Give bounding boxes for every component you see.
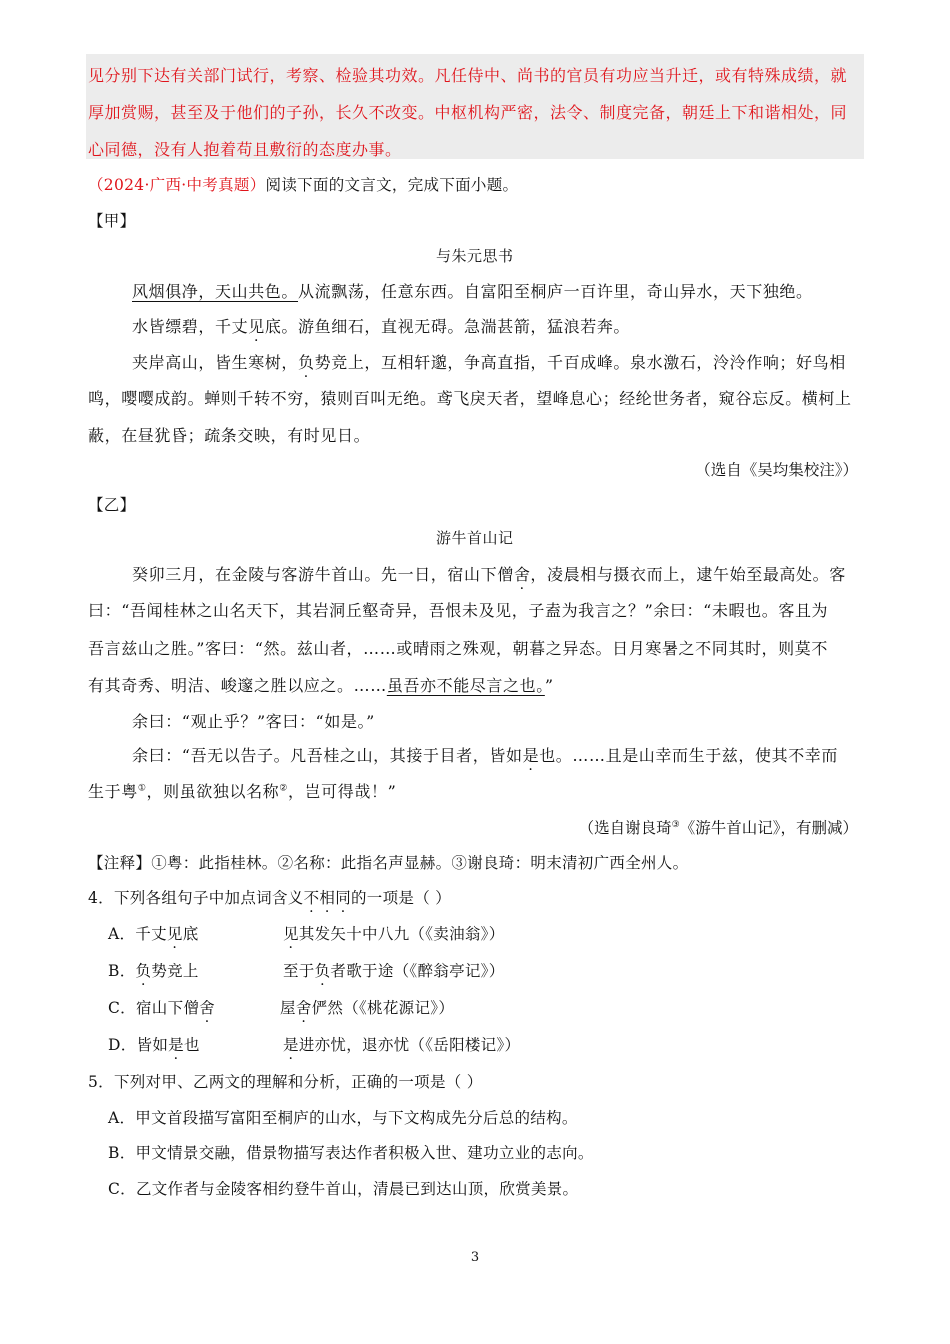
option-letter: C． (108, 999, 136, 1017)
text-run: 其发矢十中八九（《卖油翁》） (298, 925, 505, 943)
question-5-stem: 5．下列对甲、乙两文的理解和分析，正确的一项是（ ） (88, 1073, 483, 1091)
text-run: 屋 (280, 999, 296, 1017)
dotted-word: 是 (522, 746, 540, 765)
text-run: ，岂可得哉！” (287, 782, 397, 801)
q4-option-c (108, 996, 215, 1018)
page-number: 3 (470, 1250, 480, 1265)
q4-option-d (108, 1033, 200, 1055)
passage-title-yi: 游牛首山记 (436, 529, 514, 547)
dotted-word: 舍 (199, 999, 215, 1017)
text-run: 宿山下僧 (135, 999, 200, 1017)
translation-line: 心同德，没有人抱着苟且敷衍的态度办事。 (88, 140, 402, 159)
yi-line-1 (132, 562, 846, 585)
q4-option-a (108, 922, 199, 944)
text-run: 也。……且是山幸而生于兹，使其不幸而 (539, 746, 839, 765)
text-run: 也 (183, 1036, 200, 1054)
text-run: ” (544, 676, 554, 695)
q4-option-b-compare (283, 959, 505, 981)
footnote-marker: ① (137, 783, 147, 794)
translation-line: 厚加赏赐，甚至及于他们的子孙，长久不改变。中枢机构严密，法令、制度完备，朝廷上下和谐相处，同 (88, 103, 848, 122)
text-run: （选自谢良琦 (578, 819, 672, 837)
passage-label-jia: 【甲】 (88, 212, 136, 230)
dotted-word: 是 (168, 1036, 184, 1054)
dotted-word: 见 (283, 925, 299, 943)
text-run: 夹岸高山，皆生寒树， (132, 353, 299, 372)
question-intro (88, 173, 518, 195)
text-run: 水皆缥碧，千丈 (132, 317, 249, 336)
footnote-marker: ② (279, 783, 288, 794)
yi-line-3: 吾言兹山之胜。”客曰：“然。兹山者，……或晴雨之殊观，朝暮之异态。日月寒暑之不同其时，则莫不 (88, 639, 828, 658)
jia-source: （选自《吴均集校注》） (695, 461, 858, 479)
text-run: ，则虽欲独以名称 (146, 782, 280, 801)
jia-paragraph-3-line-1 (132, 350, 846, 373)
dotted-word: 见 (248, 317, 265, 336)
text-run: 有其奇秀、明洁、峻邃之胜以应之。…… (88, 676, 387, 695)
yi-line-4 (88, 673, 554, 696)
dotted-word: 同 (335, 889, 351, 907)
exam-source-tag: （2024·广西·中考真题） (88, 176, 266, 194)
dotted-word: 是 (283, 1036, 299, 1054)
dotted-word: 相 (319, 889, 336, 907)
question-4-stem (88, 886, 451, 908)
dotted-word: 舍 (513, 565, 531, 584)
translation-line: 见分别下达有关部门试行，考察、检验其功效。凡任侍中、尚书的官员有功应当升迁，或有特殊成绩，就 (88, 66, 848, 85)
yi-line-7 (88, 779, 396, 802)
passage-label-yi: 【乙】 (88, 496, 136, 514)
option-letter: B． (108, 962, 136, 980)
yi-line-6 (132, 743, 838, 766)
yi-line-2: 曰：“吾闻桂林之山名天下，其岩洞丘壑奇异，吾恨未及见，子盍为我言之？”余曰：“未暇也。客且为 (88, 601, 829, 620)
q4-option-d-compare (283, 1033, 520, 1055)
dotted-word: 负 (135, 962, 152, 980)
yi-line-5: 余曰：“观止乎？”客曰：“如是。” (132, 712, 375, 731)
instruction-text: 阅读下面的文言文，完成下面小题。 (265, 176, 519, 194)
q4-option-a-compare (283, 922, 505, 944)
dotted-word: 舍 (295, 999, 312, 1017)
text-run: 余曰：“吾无以告子。凡吾桂之山，其接于目者，皆如 (132, 746, 523, 765)
jia-paragraph-1 (132, 279, 813, 302)
option-letter: D． (108, 1036, 137, 1054)
text-run: 从流飘荡，任意东西。自富阳至桐庐一百许里，奇山异水，天下独绝。 (298, 282, 813, 301)
text-run: 者歌于途（《醉翁亭记》） (330, 962, 505, 980)
text-run: 生于粤 (88, 782, 138, 801)
jia-paragraph-2 (132, 314, 630, 337)
text-run: 势竞上 (151, 962, 199, 980)
jia-paragraph-3-line-3: 蔽，在昼犹昏；疏条交映，有时见日。 (88, 426, 371, 445)
dotted-word: 负 (298, 353, 315, 372)
text-run: 的一项是（ ） (351, 889, 452, 907)
jia-paragraph-3-line-2: 鸣，嘤嘤成韵。蝉则千转不穷，猿则百叫无绝。鸢飞戾天者，望峰息心；经纶世务者，窥谷忘反。横柯上 (88, 389, 852, 408)
yi-source (579, 816, 858, 838)
q5-option-c: C．乙文作者与金陵客相约登牛首山，清晨已到达山顶，欣赏美景。 (108, 1180, 579, 1198)
text-run: 至于 (283, 962, 315, 980)
q4-option-b (108, 959, 199, 981)
text-run: 癸卯三月，在金陵与客游牛首山。先一日，宿山下僧 (132, 565, 514, 584)
passage-title-jia: 与朱元思书 (436, 247, 514, 265)
text-run: ，凌晨相与摄衣而上，逮午始至最高处。客 (530, 565, 846, 584)
text-run: 4．下列各组句子中加点词含义 (88, 889, 304, 907)
dotted-word: 见 (166, 925, 183, 943)
footnote-marker: ③ (671, 819, 680, 830)
text-run: 千丈 (135, 925, 167, 943)
q5-option-a: A．甲文首段描写富阳至桐庐的山水，与下文构成先分后总的结构。 (108, 1109, 578, 1127)
text-run: 底 (182, 925, 199, 943)
annotation-notes: 【注释】①粤：此指桂林。②名称：此指名声显赫。③谢良琦：明末清初广西全州人。 (88, 854, 689, 872)
dotted-word: 不 (303, 889, 320, 907)
dotted-word: 负 (314, 962, 331, 980)
text-run: 进亦忧，退亦忧（《岳阳楼记》） (298, 1036, 521, 1054)
text-run: 皆如 (136, 1036, 169, 1054)
text-run: 底。游鱼细石，直视无碍。急湍甚箭，猛浪若奔。 (264, 317, 631, 336)
text-run: 《游牛首山记》，有删减） (679, 819, 858, 837)
text-run: 势竞上，互相轩邈，争高直指，千百成峰。泉水激石，泠泠作响；好鸟相 (314, 353, 846, 372)
text-run: 俨然（《桃花源记》） (311, 999, 455, 1017)
option-letter: A． (108, 925, 136, 943)
underlined-sentence: 虽吾亦不能尽言之也。 (386, 676, 545, 695)
underlined-sentence: 风烟俱净，天山共色。 (132, 282, 299, 301)
q4-option-c-compare (280, 996, 454, 1018)
q5-option-b: B．甲文情景交融，借景物描写表达作者积极入世、建功立业的志向。 (108, 1144, 594, 1162)
